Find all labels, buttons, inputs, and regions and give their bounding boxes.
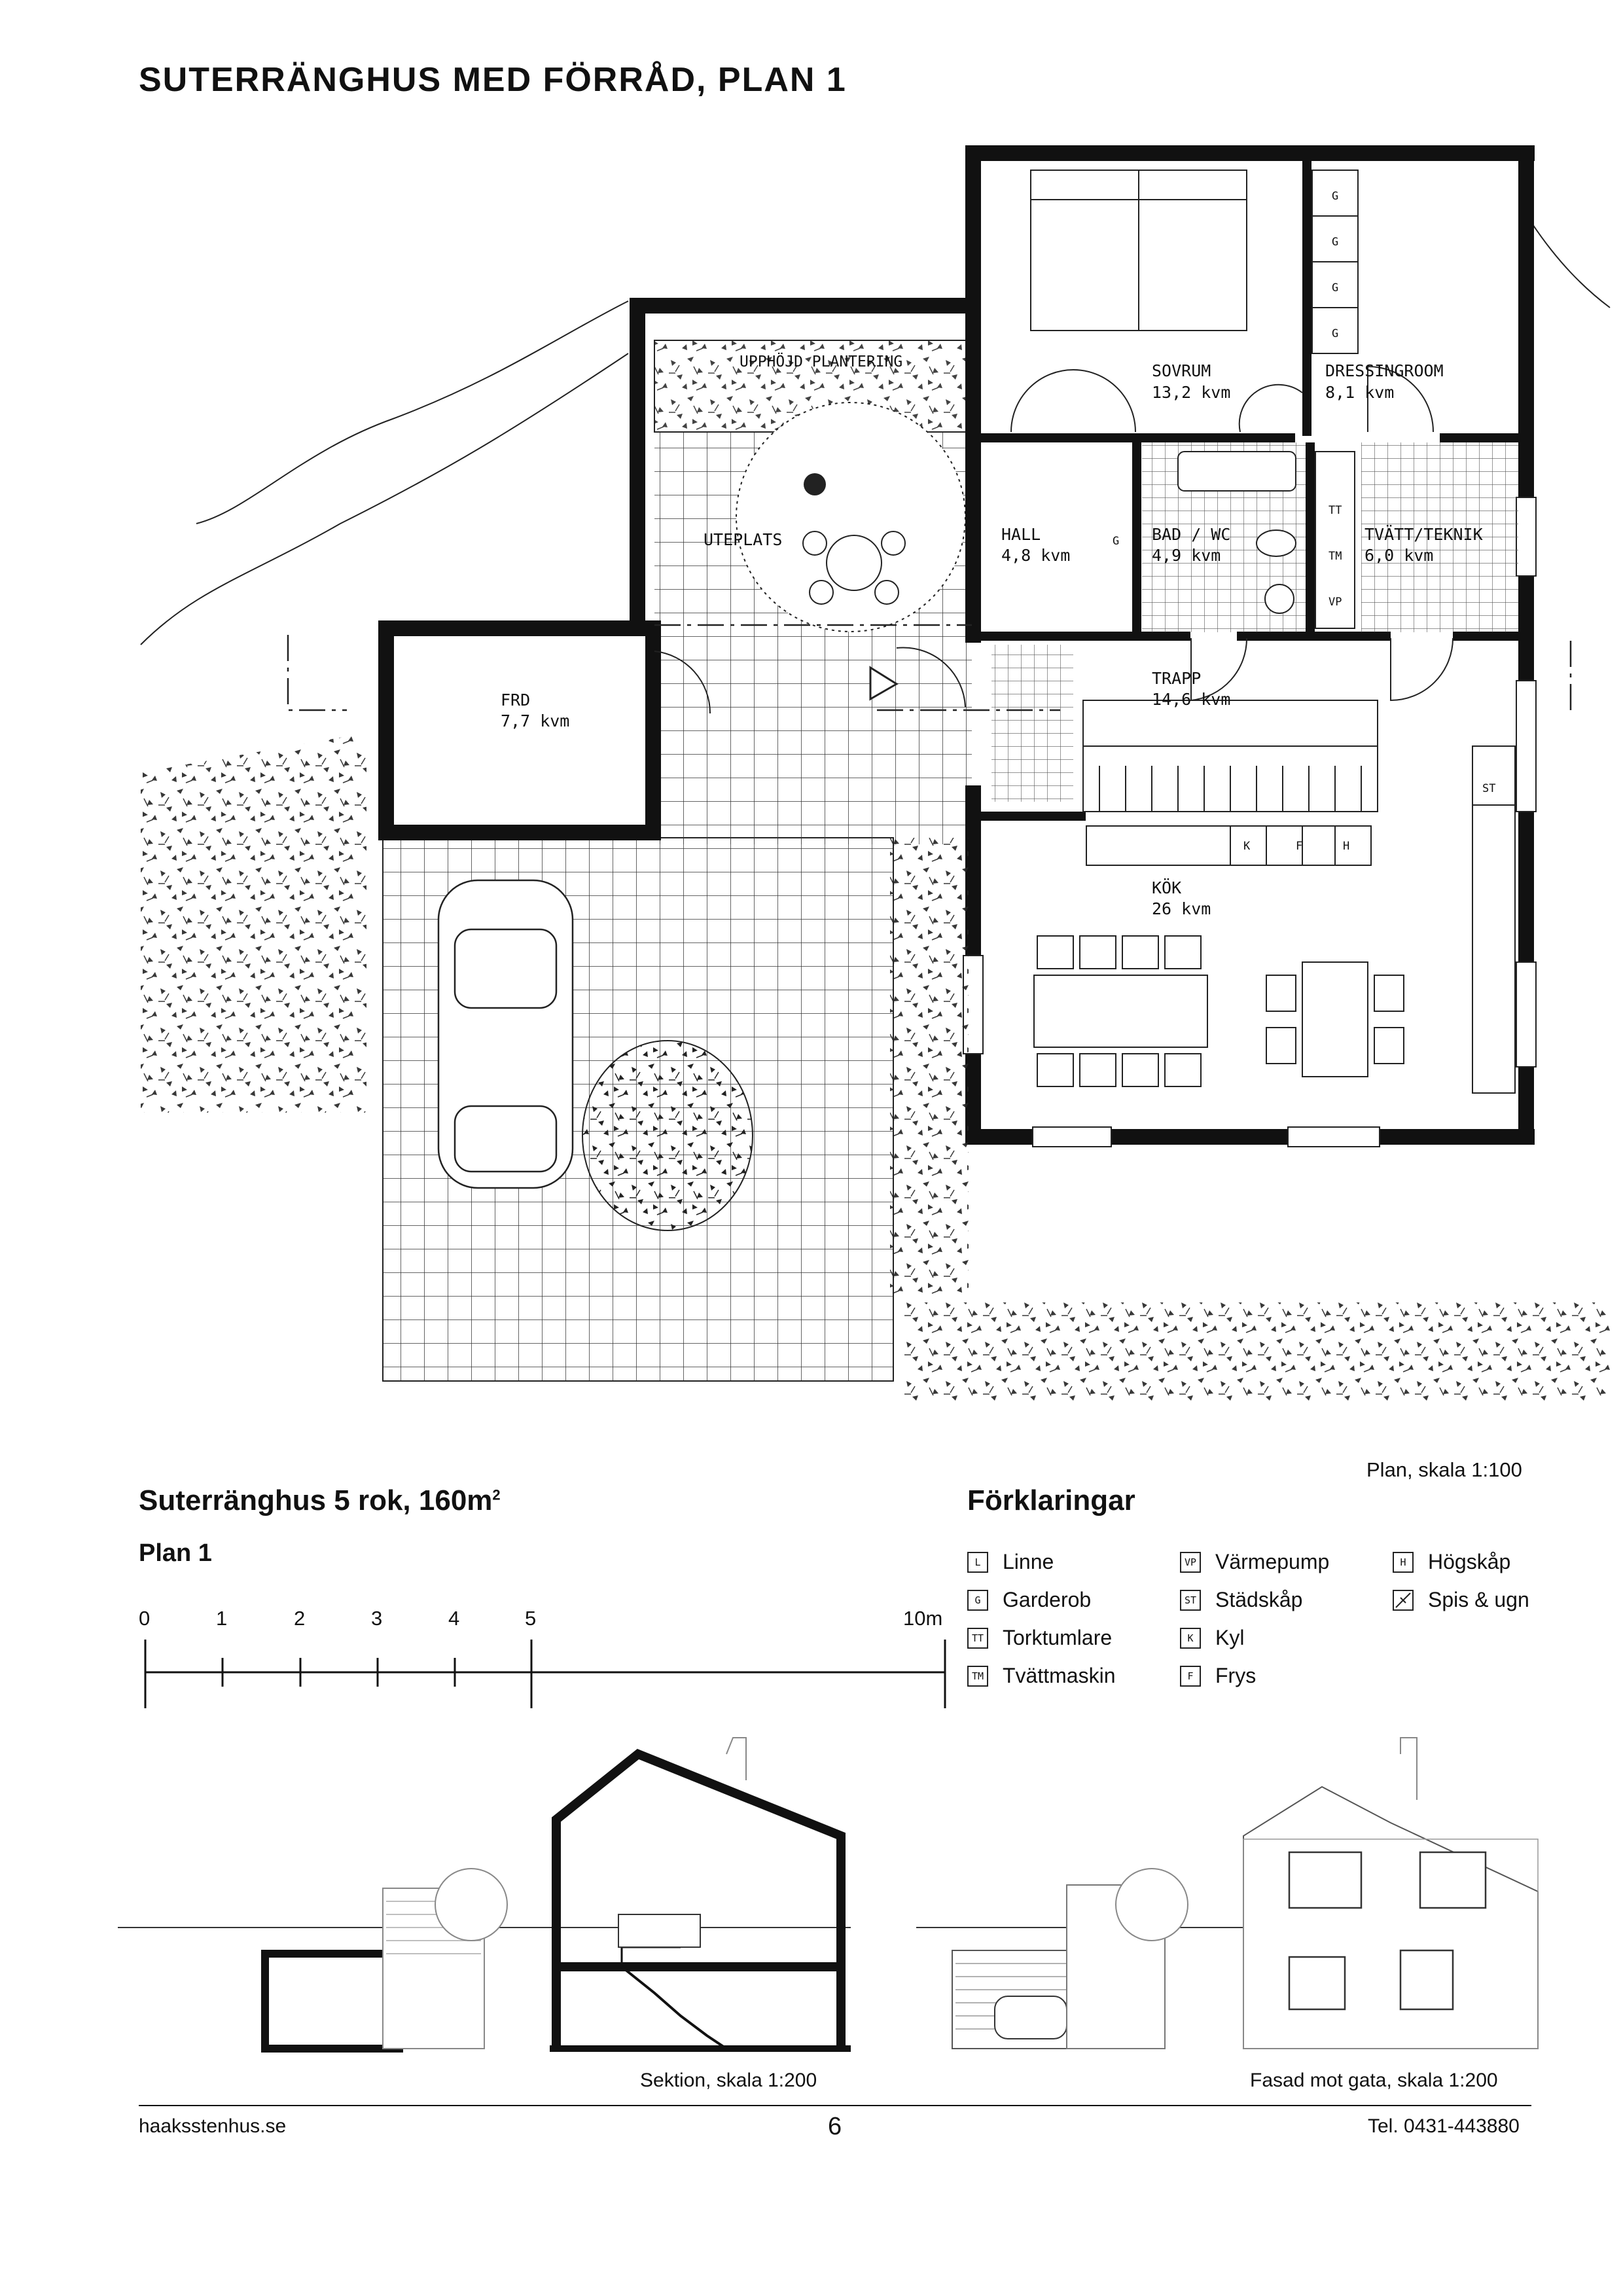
legend-code-icon: F [1180, 1666, 1201, 1687]
vp-mark: VP [1329, 596, 1342, 609]
dining-tables [1034, 936, 1404, 1086]
patio-lamp [804, 473, 826, 495]
legend-label: Högskåp [1428, 1550, 1511, 1573]
bathtub [1178, 452, 1296, 491]
stair [1083, 700, 1378, 812]
scale-tick-label: 3 [371, 1607, 383, 1630]
footer-phone: Tel. 0431-443880 [1368, 2115, 1520, 2137]
legend-label: Kyl [1215, 1626, 1245, 1649]
tm-mark: TM [1329, 550, 1342, 563]
scale-tick-label: 4 [448, 1607, 460, 1630]
bad-wc-area: 4,9 kvm [1152, 546, 1221, 565]
g-mark: G [1332, 281, 1339, 295]
legend-label: Linne [1003, 1550, 1054, 1573]
page-title: SUTERRÄNGHUS MED FÖRRÅD, PLAN 1 [139, 61, 847, 99]
legend-code-icon: TT [967, 1628, 988, 1649]
round-patio [736, 403, 965, 632]
g-mark: G [1113, 535, 1120, 548]
bed [1031, 170, 1247, 331]
plan-label: Plan 1 [139, 1539, 212, 1567]
facade-drawing [916, 1738, 1538, 2091]
upphojd-label: UPPHÖJD PLANTERING [740, 353, 903, 370]
legend-label: Städskåp [1215, 1588, 1303, 1611]
legend-label: Torktumlare [1003, 1626, 1113, 1649]
trapp-area: 14,6 kvm [1152, 690, 1231, 709]
legend-item [967, 1550, 1054, 1574]
g-mark: G [1332, 327, 1339, 340]
legend-item [1180, 1588, 1302, 1612]
trapp-label: TRAPP [1152, 669, 1202, 688]
k-mark: K [1243, 840, 1251, 853]
f-mark: F [1296, 840, 1303, 853]
legend-item [967, 1664, 1115, 1688]
scale-bar [139, 1607, 950, 1718]
entrance-paving [654, 628, 972, 844]
legend [967, 1550, 1556, 1707]
legend-item [967, 1626, 1112, 1650]
scale-tick-label: 0 [139, 1607, 151, 1630]
st-mark: ST [1482, 782, 1496, 795]
bath-sink [1265, 584, 1294, 613]
frd-label: FRD [501, 691, 531, 709]
plan-scale: Plan, skala 1:100 [1366, 1458, 1522, 1481]
tvatt-teknik-area: 6,0 kvm [1364, 546, 1434, 565]
uteplats-label: UTEPLATS [704, 530, 783, 549]
legend-item [1180, 1664, 1256, 1688]
legend-label: Spis & ugn [1428, 1588, 1529, 1611]
scale-bar-lines [139, 1640, 950, 1712]
sovrum-area: 13,2 kvm [1152, 383, 1231, 402]
patio-table [827, 535, 882, 590]
frd-area: 7,7 kvm [501, 711, 570, 730]
car [438, 880, 573, 1188]
bad-wc-label: BAD / WC [1152, 525, 1231, 544]
dressingroom-area: 8,1 kvm [1325, 383, 1395, 402]
toilet [1257, 530, 1296, 556]
section-caption: Sektion, skala 1:200 [640, 2070, 817, 2091]
legend-label: Tvättmaskin [1003, 1664, 1116, 1687]
facade-caption: Fasad mot gata, skala 1:200 [1250, 2070, 1498, 2091]
legend-item [1180, 1626, 1244, 1650]
legend-code-icon: ST [1180, 1590, 1201, 1611]
kok-area: 26 kvm [1152, 899, 1211, 918]
sovrum-label: SOVRUM [1152, 361, 1211, 380]
legend-code-icon: VP [1180, 1552, 1201, 1573]
facade-car [995, 1996, 1067, 2039]
g-mark: G [1332, 236, 1339, 249]
legend-code-icon: K [1180, 1628, 1201, 1649]
g-mark: G [1332, 190, 1339, 203]
legend-item [1393, 1588, 1529, 1612]
footer-rule [139, 2105, 1531, 2106]
legend-item [967, 1588, 1091, 1612]
legend-code-icon: TM [967, 1666, 988, 1687]
section-drawing [118, 1738, 851, 2124]
legend-item [1393, 1550, 1510, 1574]
legend-code-icon: G [967, 1590, 988, 1611]
page-number: 6 [828, 2113, 842, 2140]
hall-label: HALL [1001, 525, 1041, 544]
legend-label: Frys [1215, 1664, 1257, 1687]
scale-tick-label: 10m [903, 1607, 943, 1630]
scale-tick-label: 2 [294, 1607, 306, 1630]
section-and-facade-drawings [118, 1728, 1558, 2091]
tvatt-teknik-label: TVÄTT/TEKNIK [1364, 525, 1483, 544]
scale-tick-label: 1 [216, 1607, 228, 1630]
house-title: Suterränghus 5 rok, $160m^2$ [139, 1484, 501, 1516]
dressingroom-label: DRESSINGROOM [1325, 361, 1444, 380]
storage-walls [386, 628, 653, 833]
tt-mark: TT [1329, 504, 1342, 517]
legend-code-icon: H [1393, 1552, 1414, 1573]
legend-code-icon: L [967, 1552, 988, 1573]
legend-label: Garderob [1003, 1588, 1092, 1611]
kok-label: KÖK [1152, 878, 1182, 897]
footer-website: haaksstenhus.se [139, 2115, 287, 2137]
legend-item [1180, 1550, 1329, 1574]
h-mark: H [1343, 840, 1350, 853]
hall-area: 4,8 kvm [1001, 546, 1071, 565]
scale-tick-label: 5 [525, 1607, 537, 1630]
entry-tiles [991, 645, 1073, 802]
legend-label: Värmepump [1215, 1550, 1330, 1573]
stove-oven-icon [1393, 1590, 1414, 1611]
legend-title: Förklaringar [967, 1484, 1135, 1516]
